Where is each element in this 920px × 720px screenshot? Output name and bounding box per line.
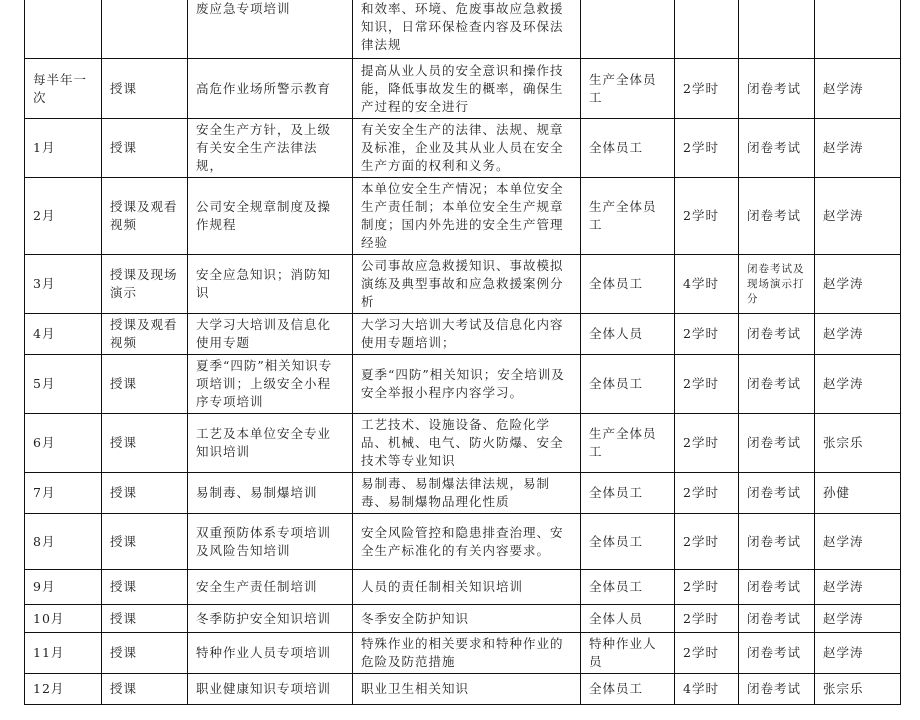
table-row: [25, 605, 901, 633]
table-row: [25, 178, 901, 255]
cell-detail: 工艺技术、设施设备、危险化学品、机械、电气、防火防爆、安全技术等专业知识: [353, 414, 581, 473]
cell-hours: 2学时: [675, 633, 739, 674]
cell-assess: 闭卷考试: [739, 605, 815, 633]
cell-method: 授课及观看视频: [102, 178, 188, 255]
cell-teacher: 赵学涛: [815, 119, 901, 178]
table-row: [25, 314, 901, 355]
table-row: [25, 355, 901, 414]
cell-content: 职业健康知识专项培训: [188, 674, 353, 705]
cell-time: 每半年一次: [25, 59, 102, 119]
cell-time: 10月: [25, 605, 102, 633]
cell-target: [581, 0, 675, 59]
cell-hours: 2学时: [675, 178, 739, 255]
table-row: [25, 674, 901, 705]
cell-teacher: 张宗乐: [815, 414, 901, 473]
cell-target: 全体人员: [581, 314, 675, 355]
cell-teacher: 赵学涛: [815, 59, 901, 119]
cell-target: 全体员工: [581, 514, 675, 570]
cell-hours: 2学时: [675, 119, 739, 178]
cell-hours: 2学时: [675, 570, 739, 605]
cell-hours: 2学时: [675, 314, 739, 355]
cell-assess: 闭卷考试: [739, 355, 815, 414]
cell-teacher: 赵学涛: [815, 178, 901, 255]
cell-assess: 闭卷考试: [739, 314, 815, 355]
cell-method: 授课: [102, 355, 188, 414]
cell-hours: 2学时: [675, 514, 739, 570]
cell-hours: 4学时: [675, 674, 739, 705]
table-row: [25, 119, 901, 178]
cell-content: 废应急专项培训: [188, 0, 353, 59]
table-row: [25, 59, 901, 119]
cell-content: 易制毒、易制爆培训: [188, 473, 353, 514]
cell-target: 生产全体员工: [581, 178, 675, 255]
cell-target: 全体员工: [581, 570, 675, 605]
cell-detail: 本单位安全生产情况；本单位安全生产责任制；本单位安全生产规章制度；国内外先进的安全生产管理经验: [353, 178, 581, 255]
cell-assess: 闭卷考试: [739, 59, 815, 119]
cell-assess: 闭卷考试: [739, 514, 815, 570]
table-row: [25, 633, 901, 674]
cell-teacher: 赵学涛: [815, 633, 901, 674]
table-row: [25, 255, 901, 314]
table-row: [25, 473, 901, 514]
cell-detail: 和效率、环境、危废事故应急救援知识，日常环保检查内容及环保法律法规: [353, 0, 581, 59]
cell-target: 全体员工: [581, 255, 675, 314]
cell-target: 全体员工: [581, 355, 675, 414]
cell-teacher: 赵学涛: [815, 314, 901, 355]
table-row: [25, 514, 901, 570]
table-row: [25, 414, 901, 473]
cell-content: 夏季“四防”相关知识专项培训；上级安全小程序专项培训: [188, 355, 353, 414]
cell-hours: 2学时: [675, 355, 739, 414]
cell-time: 3月: [25, 255, 102, 314]
cell-time: 7月: [25, 473, 102, 514]
cell-hours: 2学时: [675, 473, 739, 514]
cell-content: 工艺及本单位安全专业知识培训: [188, 414, 353, 473]
cell-teacher: [815, 0, 901, 59]
cell-time: 11月: [25, 633, 102, 674]
cell-assess: 闭卷考试及现场演示打分: [739, 255, 815, 314]
cell-method: 授课: [102, 674, 188, 705]
cell-target: 全体员工: [581, 119, 675, 178]
cell-method: 授课: [102, 59, 188, 119]
cell-assess: 闭卷考试: [739, 674, 815, 705]
cell-assess: 闭卷考试: [739, 178, 815, 255]
cell-teacher: 赵学涛: [815, 514, 901, 570]
cell-content: 特种作业人员专项培训: [188, 633, 353, 674]
cell-target: 生产全体员工: [581, 414, 675, 473]
cell-detail: 提高从业人员的安全意识和操作技能，降低事故发生的概率，确保生产过程的安全进行: [353, 59, 581, 119]
cell-assess: [739, 0, 815, 59]
cell-method: [102, 0, 188, 59]
cell-time: 4月: [25, 314, 102, 355]
cell-detail: 易制毒、易制爆法律法规，易制毒、易制爆物品理化性质: [353, 473, 581, 514]
cell-content: 高危作业场所警示教育: [188, 59, 353, 119]
cell-time: 8月: [25, 514, 102, 570]
cell-time: 9月: [25, 570, 102, 605]
cell-assess: 闭卷考试: [739, 473, 815, 514]
cell-method: 授课: [102, 473, 188, 514]
cell-time: [25, 0, 102, 59]
cell-teacher: 张宗乐: [815, 674, 901, 705]
cell-method: 授课及现场演示: [102, 255, 188, 314]
cell-hours: 2学时: [675, 414, 739, 473]
table-row: [25, 570, 901, 605]
table-row: [25, 0, 901, 59]
cell-assess: 闭卷考试: [739, 119, 815, 178]
cell-method: 授课: [102, 605, 188, 633]
cell-method: 授课及观看视频: [102, 314, 188, 355]
cell-content: 安全应急知识；消防知识: [188, 255, 353, 314]
cell-method: 授课: [102, 570, 188, 605]
cell-method: 授课: [102, 414, 188, 473]
cell-assess: 闭卷考试: [739, 414, 815, 473]
cell-content: 安全生产方针，及上级有关安全生产法律法规，: [188, 119, 353, 178]
cell-content: 双重预防体系专项培训及风险告知培训: [188, 514, 353, 570]
cell-target: 全体员工: [581, 473, 675, 514]
cell-teacher: 孙健: [815, 473, 901, 514]
cell-hours: [675, 0, 739, 59]
cell-detail: 大学习大培训大考试及信息化内容使用专题培训；: [353, 314, 581, 355]
cell-target: 全体员工: [581, 674, 675, 705]
cell-method: 授课: [102, 514, 188, 570]
cell-method: 授课: [102, 633, 188, 674]
cell-target: 特种作业人员: [581, 633, 675, 674]
cell-detail: 冬季安全防护知识: [353, 605, 581, 633]
cell-time: 1月: [25, 119, 102, 178]
cell-hours: 2学时: [675, 59, 739, 119]
cell-time: 12月: [25, 674, 102, 705]
cell-content: 冬季防护安全知识培训: [188, 605, 353, 633]
cell-detail: 有关安全生产的法律、法规、规章及标准，企业及其从业人员在安全生产方面的权利和义务。: [353, 119, 581, 178]
cell-target: 全体人员: [581, 605, 675, 633]
cell-time: 2月: [25, 178, 102, 255]
cell-detail: 职业卫生相关知识: [353, 674, 581, 705]
cell-time: 6月: [25, 414, 102, 473]
cell-detail: 安全风险管控和隐患排查治理、安全生产标准化的有关内容要求。: [353, 514, 581, 570]
cell-time: 5月: [25, 355, 102, 414]
cell-content: 安全生产责任制培训: [188, 570, 353, 605]
cell-hours: 4学时: [675, 255, 739, 314]
cell-detail: 夏季“四防”相关知识；安全培训及安全举报小程序内容学习。: [353, 355, 581, 414]
cell-content: 公司安全规章制度及操作规程: [188, 178, 353, 255]
cell-teacher: 赵学涛: [815, 570, 901, 605]
cell-detail: 特殊作业的相关要求和特种作业的危险及防范措施: [353, 633, 581, 674]
cell-teacher: 赵学涛: [815, 605, 901, 633]
cell-detail: 公司事故应急救援知识、事故模拟演练及典型事故和应急救援案例分析: [353, 255, 581, 314]
cell-teacher: 赵学涛: [815, 255, 901, 314]
cell-hours: 2学时: [675, 605, 739, 633]
cell-teacher: 赵学涛: [815, 355, 901, 414]
cell-assess: 闭卷考试: [739, 570, 815, 605]
cell-assess: 闭卷考试: [739, 633, 815, 674]
training-plan-table: [24, 0, 901, 705]
cell-content: 大学习大培训及信息化使用专题: [188, 314, 353, 355]
cell-method: 授课: [102, 119, 188, 178]
cell-target: 生产全体员工: [581, 59, 675, 119]
cell-detail: 人员的责任制相关知识培训: [353, 570, 581, 605]
